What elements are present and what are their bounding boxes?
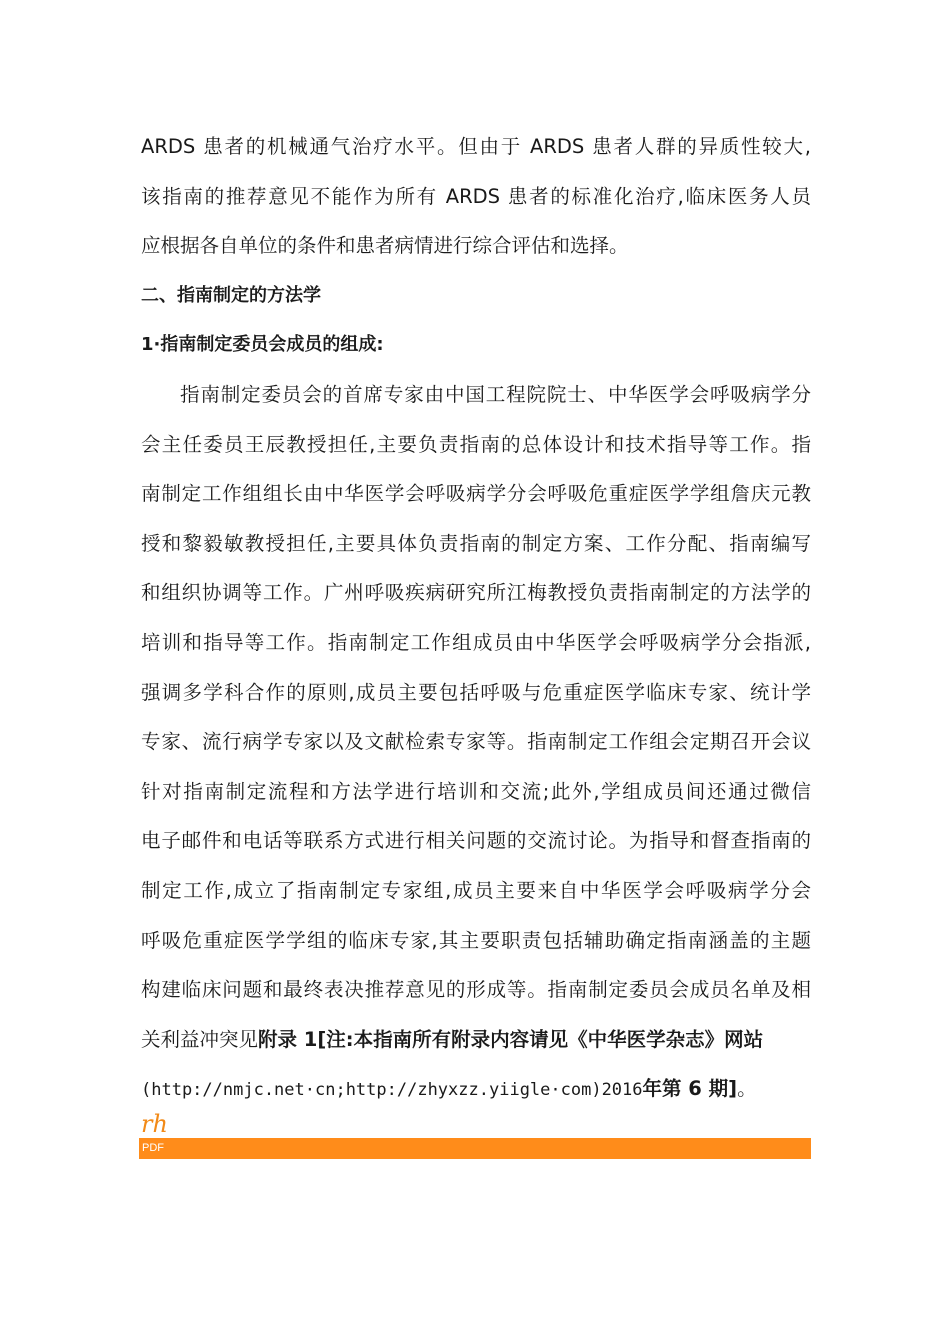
issue-note: 年第 6 期] bbox=[642, 1077, 738, 1101]
section-heading: 二、指南制定的方法学 bbox=[141, 284, 321, 306]
subsection-heading: 1·指南制定委员会成员的组成: bbox=[141, 334, 384, 356]
paragraph-line: 南制定工作组组长由中华医学会呼吸病学分会呼吸危重症医学学组詹庆元教 bbox=[141, 482, 811, 506]
paragraph-line: 构建临床问题和最终表决推荐意见的形成等。指南制定委员会成员名单及相 bbox=[141, 978, 811, 1002]
document-body bbox=[141, 122, 811, 1114]
paragraph-line: 培训和指导等工作。指南制定工作组成员由中华医学会呼吸病学分会指派, bbox=[141, 630, 811, 654]
paragraph-line: 强调多学科合作的原则,成员主要包括呼吸与危重症医学临床专家、统计学 bbox=[141, 680, 811, 704]
paragraph-line: 电子邮件和电话等联系方式进行相关问题的交流讨论。为指导和督查指南的 bbox=[141, 829, 811, 853]
footer-bar-label: PDF bbox=[142, 1142, 164, 1154]
paragraph-line: 针对指南制定流程和方法学进行培训和交流;此外,学组成员间还通过微信 bbox=[141, 779, 811, 803]
appendix-note: 附录 1[注:本指南所有附录内容请见《中华医学杂志》网站 bbox=[258, 1027, 764, 1051]
journal-url: (http://nmjc.net·cn;http://zhyxzz.yiigle·com)2016 bbox=[141, 1080, 643, 1101]
url-line-end: 。 bbox=[737, 1077, 757, 1101]
paragraph-line: 会主任委员王辰教授担任,主要负责指南的总体设计和技术指导等工作。指 bbox=[141, 432, 811, 456]
footer-bar bbox=[139, 1138, 811, 1159]
text-line: 应根据各自单位的条件和患者病情进行综合评估和选择。 bbox=[141, 234, 629, 258]
paragraph-line: 指南制定委员会的首席专家由中国工程院院士、中华医学会呼吸病学分 bbox=[180, 382, 811, 406]
paragraph-line: 授和黎毅敏教授担任,主要具体负责指南的制定方案、工作分配、指南编写 bbox=[141, 531, 811, 555]
paragraph-line: 和组织协调等工作。广州呼吸疾病研究所江梅教授负责指南制定的方法学的 bbox=[141, 581, 811, 605]
text-line: ARDS 患者的机械通气治疗水平。但由于 ARDS 患者人群的异质性较大, bbox=[141, 135, 811, 158]
appendix-text: 关利益冲突见 bbox=[141, 1027, 259, 1051]
paragraph-line: 制定工作,成立了指南制定专家组,成员主要来自中华医学会呼吸病学分会 bbox=[141, 878, 811, 902]
paragraph-line: 呼吸危重症医学学组的临床专家,其主要职责包括辅助确定指南涵盖的主题 bbox=[141, 928, 811, 952]
url-line bbox=[141, 1064, 811, 1114]
paragraph-line: 专家、流行病学专家以及文献检索专家等。指南制定工作组会定期召开会议 bbox=[141, 730, 811, 754]
appendix-line bbox=[141, 1015, 811, 1065]
footer-logo-mark: rh bbox=[141, 1110, 168, 1138]
text-line: 该指南的推荐意见不能作为所有 ARDS 患者的标准化治疗,临床医务人员 bbox=[141, 184, 811, 208]
